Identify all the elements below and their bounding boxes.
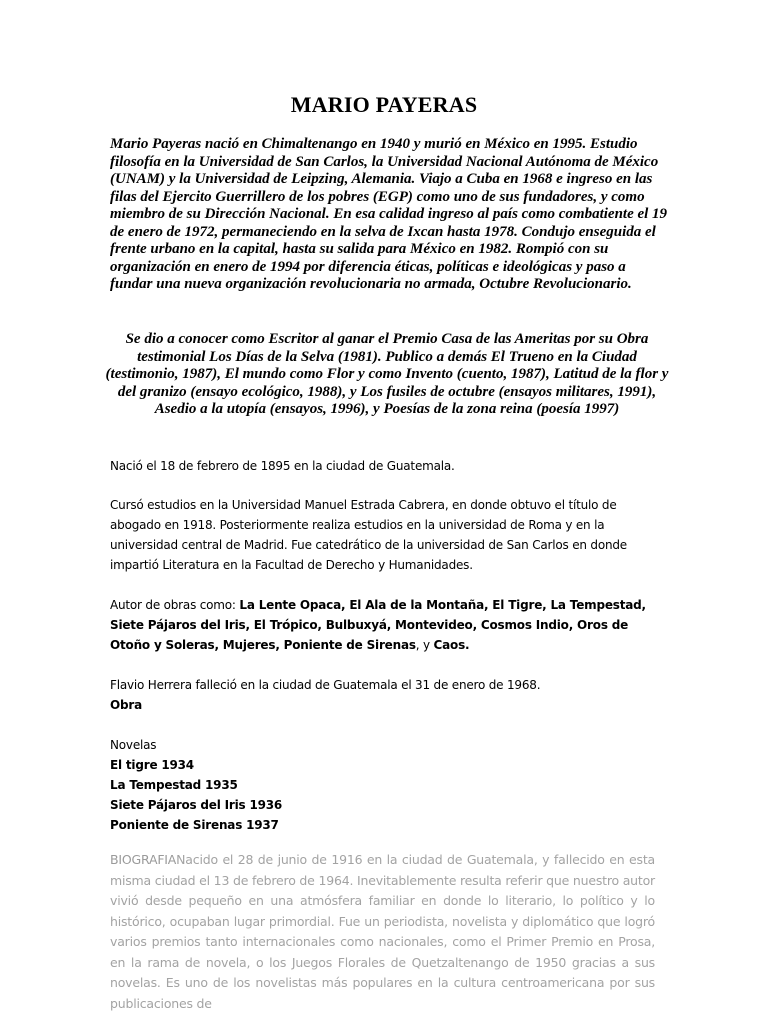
novelas-heading: Novelas: [110, 738, 157, 752]
birth-line: Nació el 18 de febrero de 1895 en la ciudad de Guatemala.: [110, 459, 455, 473]
author-works-paragraph: [110, 595, 670, 655]
novela-item: El tigre 1934: [110, 758, 194, 772]
death-paragraph: [110, 675, 670, 715]
studies-paragraph: Cursó estudios en la Universidad Manuel Estrada Cabrera, en donde obtuvo el título de abogado en 1918. Posteriormente realiza estudios en la universidad de Roma y en la universidad central de Madrid. Fue catedrático de la universidad de San Carlos en donde impartió Literatura en la Facultad de Derecho y Humanidades.: [110, 498, 627, 572]
author-works-suffix: , y: [415, 638, 434, 652]
death-line: Flavio Herrera falleció en la ciudad de Guatemala el 31 de enero de 1968.: [110, 678, 541, 692]
author-works-prefix: Autor de obras como:: [110, 598, 240, 612]
biografia-paragraph: [110, 850, 655, 1014]
novelas-list: [110, 735, 670, 835]
page-title: MARIO PAYERAS: [290, 92, 478, 117]
obra-heading: Obra: [110, 698, 143, 712]
intro-paragraph: Mario Payeras nació en Chimaltenango en 1940 y murió en México en 1995. Estudio filosofía en la Universidad de San Carlos, la Universidad Nacional Autónoma de México (UNAM) y la Universidad de Leipzing, Alemania. Viajo a Cuba en 1968 e ingreso en las filas del Ejercito Guerrillero de los pobres (EGP) como uno de sus fundadores, y como miembro de su Dirección Nacional. En esa calidad ingreso al país como combatiente el 19 de enero de 1972, permaneciendo en la selva de Ixcan hasta 1978. Condujo enseguida el frente urbano en la capital, hasta su salida para México en 1982. Rompió con su organización en enero de 1994 por diferencia éticas, políticas e ideológicas y paso a fundar una nueva organización revolucionaria no armada, Octubre Revolucionario.: [110, 136, 668, 292]
author-works-list: La Lente Opaca, El Ala de la Montaña, El Tigre, La Tempestad, Siete Pájaros del Iris, El Trópico, Bulbuxyá, Montevideo, Cosmos Indio, Oros de Otoño y Soleras, Mujeres, Poniente de Sirenas: [110, 598, 646, 652]
novela-item: Siete Pájaros del Iris 1936: [110, 798, 283, 812]
biografia-text: Nacido el 28 de junio de 1916 en la ciudad de Guatemala, y fallecido en esta misma ciudad el 13 de febrero de 1964. Inevitablemente resulta referir que nuestro autor vivió desde pequeño en una atmósfera familiar en donde lo literario, lo político y lo histórico, ocupaban lugar primordial. Fue un periodista, novelista y diplomático que logró varios premios tanto internacionales como nacionales, como el Primer Premio en Prosa, en la rama de novela, o los Juegos Florales de Quetzaltenango de 1950 gracias a sus novelas. Es uno de los novelistas más populares en la cultura centroamericana por sus publicaciones de: [110, 852, 655, 1011]
author-works-last: Caos.: [433, 638, 470, 652]
works-paragraph: Se dio a conocer como Escritor al ganar el Premio Casa de las Ameritas por su Obra testimonial Los Días de la Selva (1981). Publico a demás El Trueno en la Ciudad (testimonio, 1987), El mundo como Flor y como Invento (cuento, 1987), Latitud de la flor y del granizo (ensayo ecológico, 1988), y Los fusiles de octubre (ensayos militares, 1991), Asedio a la utopía (ensayos, 1996), y Poesías de la zona reina (poesía 1997): [105, 331, 669, 417]
novela-item: Poniente de Sirenas 1937: [110, 818, 279, 832]
novela-item: La Tempestad 1935: [110, 778, 238, 792]
biografia-label: BIOGRAFIA: [110, 852, 177, 867]
